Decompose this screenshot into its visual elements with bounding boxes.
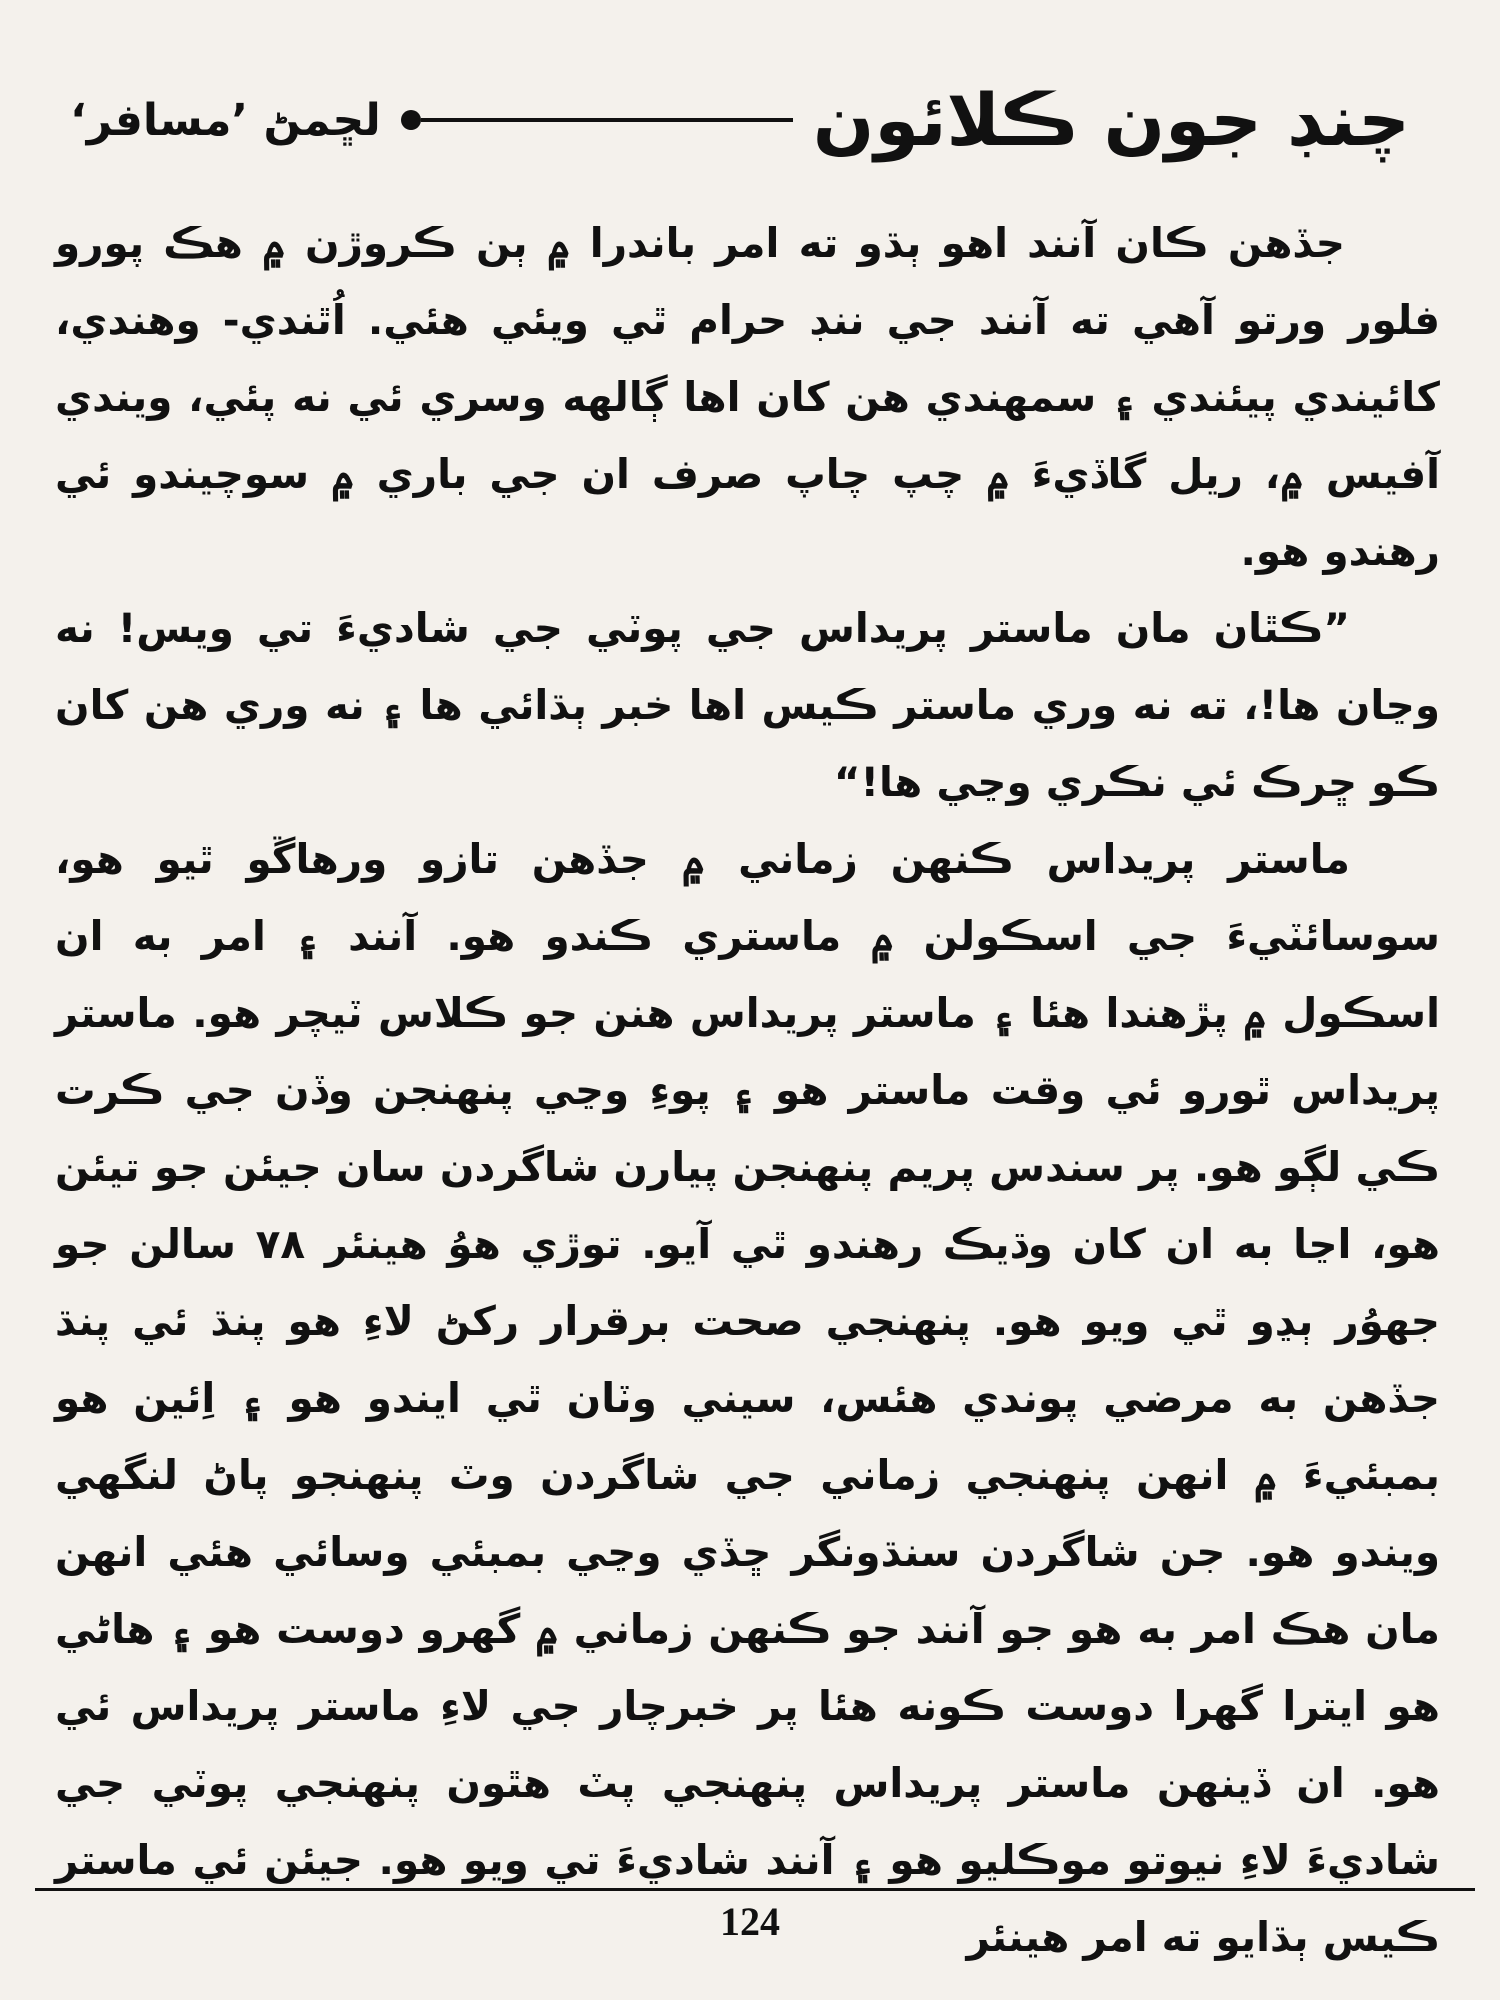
footer-rule: [35, 1888, 1475, 1891]
header-rule-dot: [401, 110, 421, 130]
chapter-title: چنڊ جون ڪلائون: [812, 78, 1410, 162]
header-rule: [401, 110, 793, 130]
paragraph-1: جڏهن ڪان آنند اهو ٻڌو ته امر باندرا ۾ ٻن ڪروڙن ۾ هڪ پورو فلور ورتو آهي ته آنند جي ننڊ حرام ٿي ويئي هئي. اُٿندي- وهندي، کائيندي پيئندي ۽ سمهندي هن کان اها ڳالهه وسري ئي نه پئي، ويندي آفيس ۾، ريل گاڏيءَ ۾ چپ چاپ صرف ان جي باري ۾ سوچيندو ئي رهندو هو.: [55, 219, 1440, 575]
author-name: لڇمڻ ’مسافر‘: [70, 94, 381, 146]
paragraph-2: ”ڪٿان مان ماستر پريداس جي پوٽي جي شاديءَ تي ويس! نه وڃان ها!، ته نه وري ماستر ڪيس اها خبر ٻڌائي ها ۽ نه وري هن کان ڪو ڇرڪ ئي نڪري وڃي ها!“: [55, 604, 1440, 806]
header-rule-line: [421, 118, 793, 122]
page-number: 124: [720, 1899, 780, 1944]
chapter-header: [70, 60, 1410, 180]
paragraph-3: ماستر پريداس ڪنهن زماني ۾ جڏهن تازو ورهاڱو ٿيو هو، سوسائٽيءَ جي اسڪولن ۾ ماستري ڪندو هو. آنند ۽ امر به ان اسڪول ۾ پڙهندا هئا ۽ ماستر پريداس هنن جو ڪلاس ٽيچر هو. ماستر پريداس ٿورو ئي وقت ماستر هو ۽ پوءِ وڃي پنهنجن وڏن جي ڪرت ڪي لڳو هو. پر سندس پريم پنهنجن پيارن شاگردن سان جيئن جو تيئن هو، اڃا به ان کان وڌيڪ رهندو ٿي آيو. توڙي هوُ هينئر ٧٨ سالن جو جهوُر ٻڍو ٿي ويو هو. پنهنجي صحت برقرار رکڻ لاءِ هو پنڌ ئي پنڌ جڏهن به مرضي پوندي هئس، سيني وٽان ٿي ايندو هو ۽ اِئين هو بمبئيءَ ۾ انهن پنهنجي زماني جي شاگردن وٽ پنهنجو پاڻ لنگهي ويندو هو. جن شاگردن سنڌونگر ڇڏي وڃي بمبئي وسائي هئي انهن مان هڪ امر به هو جو آنند جو ڪنهن زماني ۾ گهرو دوست هو ۽ هاڻي هو ايترا گهرا دوست ڪونه هئا پر خبرچار جي لاءِ ماستر پريداس ئي هو. ان ڏينهن ماستر پريداس پنهنجي پٽ هٿون پنهنجي پوٽي جي شاديءَ لاءِ نيوتو موڪليو هو ۽ آنند شاديءَ تي ويو هو. جيئن ئي ماستر ڪيس ٻڌايو ته امر هينئر: [55, 835, 1440, 1961]
